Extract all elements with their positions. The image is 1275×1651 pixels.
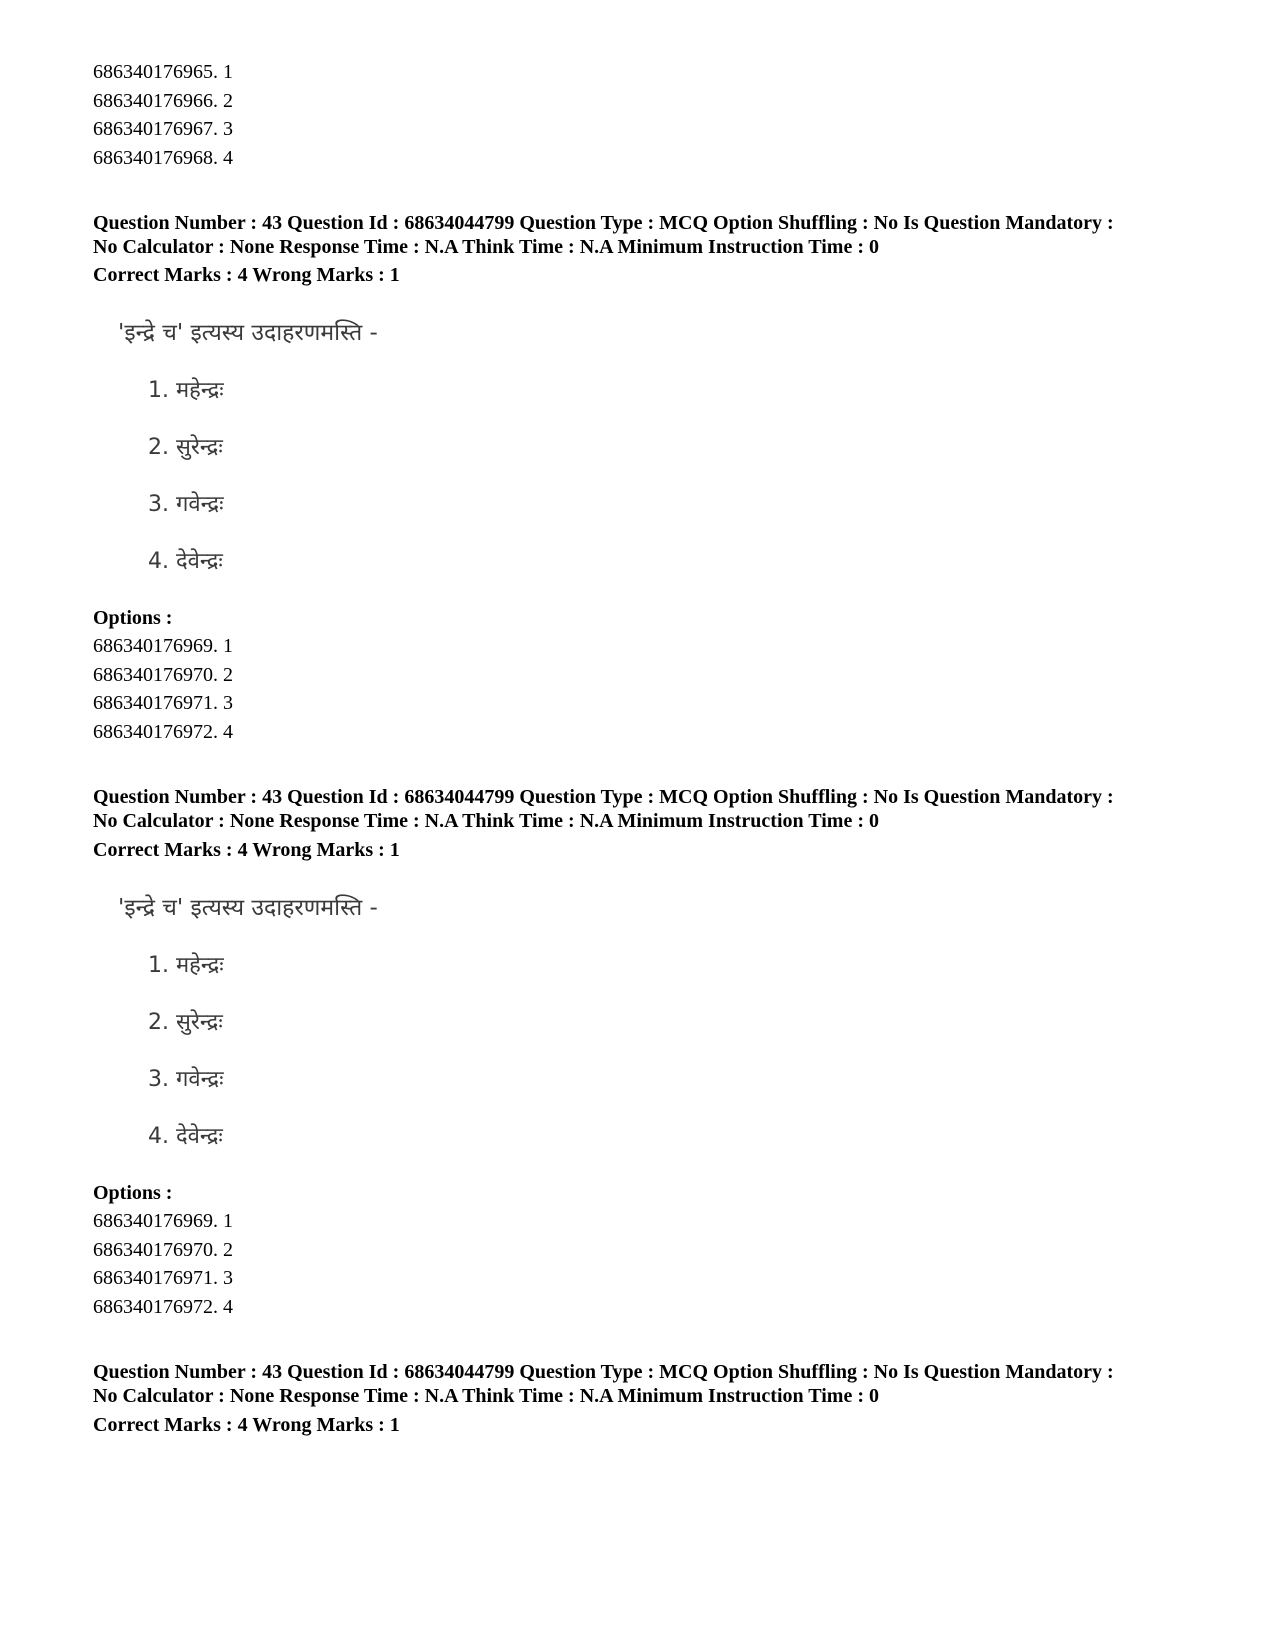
option-line: 686340176971. 3 bbox=[93, 692, 233, 714]
question-choice: 3. गवेन्द्रः bbox=[148, 1067, 224, 1092]
option-line: 686340176969. 1 bbox=[93, 635, 233, 657]
option-line: 686340176971. 3 bbox=[93, 1267, 233, 1289]
question-header: No Calculator : None Response Time : N.A Think Time : N.A Minimum Instruction Time : 0 bbox=[93, 810, 879, 832]
option-line: 686340176970. 2 bbox=[93, 664, 233, 686]
question-choice: 1. महेन्द्रः bbox=[148, 378, 224, 403]
option-line: 686340176967. 3 bbox=[93, 118, 233, 140]
question-marks: Correct Marks : 4 Wrong Marks : 1 bbox=[93, 1414, 400, 1436]
option-line: 686340176969. 1 bbox=[93, 1210, 233, 1232]
question-header: Question Number : 43 Question Id : 68634044799 Question Type : MCQ Option Shuffling : No Is Question Mandatory : bbox=[93, 786, 1114, 808]
question-choice: 1. महेन्द्रः bbox=[148, 953, 224, 978]
question-choice: 2. सुरेन्द्रः bbox=[148, 435, 223, 460]
question-header: Question Number : 43 Question Id : 68634044799 Question Type : MCQ Option Shuffling : No Is Question Mandatory : bbox=[93, 1361, 1114, 1383]
question-stem: 'इन्द्रे च' इत्यस्य उदाहरणमस्ति - bbox=[118, 320, 378, 346]
options-label: Options : bbox=[93, 607, 173, 629]
question-choice: 4. देवेन्द्रः bbox=[148, 549, 223, 574]
option-line: 686340176972. 4 bbox=[93, 1296, 233, 1318]
question-header: Question Number : 43 Question Id : 68634044799 Question Type : MCQ Option Shuffling : No Is Question Mandatory : bbox=[93, 212, 1114, 234]
question-choice: 3. गवेन्द्रः bbox=[148, 492, 224, 517]
question-choice: 4. देवेन्द्रः bbox=[148, 1124, 223, 1149]
option-line: 686340176968. 4 bbox=[93, 147, 233, 169]
question-marks: Correct Marks : 4 Wrong Marks : 1 bbox=[93, 264, 400, 286]
option-line: 686340176970. 2 bbox=[93, 1239, 233, 1261]
option-line: 686340176972. 4 bbox=[93, 721, 233, 743]
question-stem: 'इन्द्रे च' इत्यस्य उदाहरणमस्ति - bbox=[118, 895, 378, 921]
question-header: No Calculator : None Response Time : N.A Think Time : N.A Minimum Instruction Time : 0 bbox=[93, 1385, 879, 1407]
question-header: No Calculator : None Response Time : N.A Think Time : N.A Minimum Instruction Time : 0 bbox=[93, 236, 879, 258]
option-line: 686340176965. 1 bbox=[93, 61, 233, 83]
options-label: Options : bbox=[93, 1182, 173, 1204]
option-line: 686340176966. 2 bbox=[93, 90, 233, 112]
question-marks: Correct Marks : 4 Wrong Marks : 1 bbox=[93, 839, 400, 861]
question-choice: 2. सुरेन्द्रः bbox=[148, 1010, 223, 1035]
